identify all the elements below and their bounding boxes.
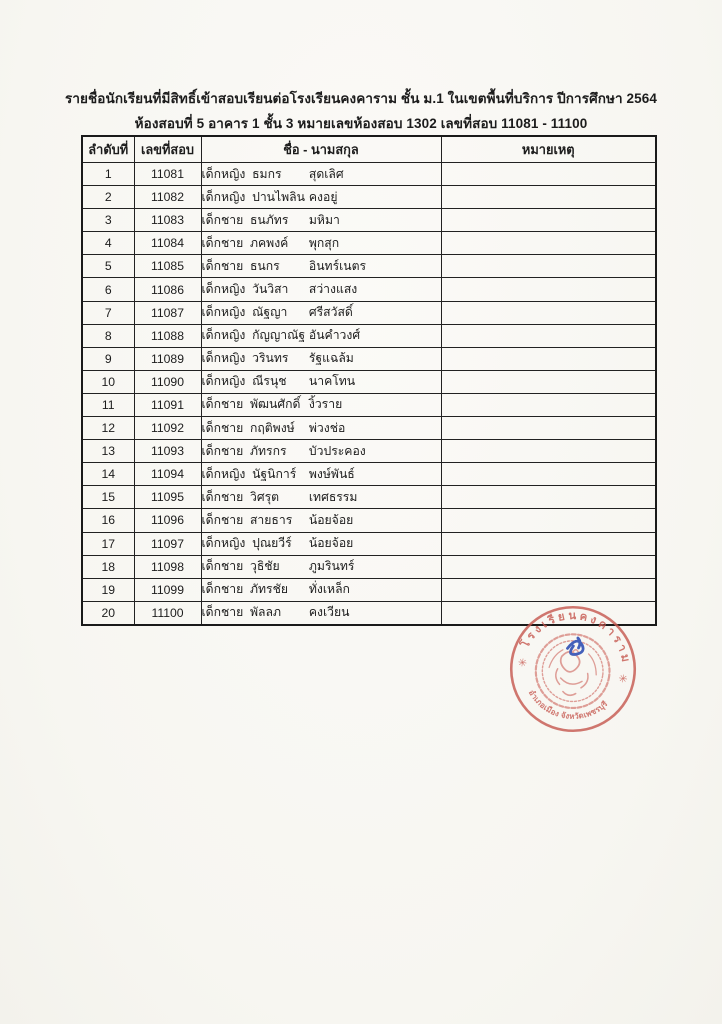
exam-number-cell: 11100	[134, 601, 201, 625]
student-name-cell	[201, 555, 441, 578]
student-given-name: เด็กหญิง ณัฐญา	[201, 305, 288, 320]
row-number-cell: 17	[82, 532, 134, 555]
exam-number-cell: 11099	[134, 578, 201, 601]
student-given-name: เด็กหญิง นัฐนิการ์	[201, 466, 297, 481]
student-name-cell	[201, 440, 441, 463]
student-surname: สว่างแสง	[308, 282, 358, 297]
student-given-name: เด็กหญิง ปุณยวีร์	[201, 536, 292, 551]
exam-number-cell: 11087	[134, 301, 201, 324]
blue-ink-mark	[567, 637, 585, 656]
header-cell-remark: หมายเหตุ	[441, 136, 656, 163]
stamp-bottom-text: อำเภอเมือง จังหวัดเพชรบุรี	[526, 688, 610, 721]
remark-cell	[441, 278, 656, 301]
exam-number-cell: 11097	[134, 532, 201, 555]
stamp-top-text: โรงเรียนคงคาราม	[519, 610, 632, 665]
remark-cell	[441, 532, 656, 555]
student-given-name: เด็กชาย พัฒนศักดิ์	[201, 397, 301, 412]
student-given-name: เด็กหญิง ปานไพลิน	[201, 189, 305, 204]
remark-cell	[441, 440, 656, 463]
student-name-cell	[201, 578, 441, 601]
remark-cell	[441, 463, 656, 486]
row-number-cell: 14	[82, 463, 134, 486]
header-cell-no: ลำดับที่	[82, 136, 134, 163]
page-title-line2: ห้องสอบที่ 5 อาคาร 1 ชั้น 3 หมายเลขห้องสอบ 1302 เลขที่สอบ 11081 - 11100	[134, 116, 588, 131]
student-name-cell	[201, 532, 441, 555]
student-surname: มหิมา	[308, 212, 340, 227]
row-number-cell: 20	[82, 601, 134, 625]
table-row	[82, 255, 656, 278]
student-given-name: เด็กชาย สายธาร	[201, 512, 293, 527]
student-given-name: เด็กชาย ภัทรชัย	[201, 582, 289, 597]
student-name-cell	[201, 232, 441, 255]
student-surname: อันคำวงศ์	[308, 328, 361, 343]
remark-cell	[441, 486, 656, 509]
student-roster-table	[81, 135, 657, 626]
table-row	[82, 324, 656, 347]
table-row	[82, 486, 656, 509]
row-number-cell: 3	[82, 209, 134, 232]
table-row	[82, 347, 656, 370]
stamp-center-emblem	[531, 629, 615, 713]
table-row	[82, 509, 656, 532]
student-name-cell	[201, 324, 441, 347]
student-name-cell	[201, 301, 441, 324]
table-row	[82, 301, 656, 324]
remark-cell	[441, 393, 656, 416]
stamp-star-left-icon: ✳	[516, 656, 528, 671]
student-given-name: เด็กชาย ภัทรกร	[201, 443, 287, 458]
remark-cell	[441, 601, 656, 625]
remark-cell	[441, 232, 656, 255]
student-surname: ทั่งเหล็ก	[308, 582, 350, 597]
student-given-name: เด็กหญิง วันวิสา	[201, 282, 289, 297]
exam-number-cell: 11081	[134, 163, 201, 186]
student-given-name: เด็กชาย กฤติพงษ์	[201, 420, 295, 435]
student-given-name: เด็กหญิง วรินทร	[201, 351, 289, 366]
student-surname: อินทร์เนตร	[308, 258, 367, 273]
row-number-cell: 13	[82, 440, 134, 463]
student-name-cell	[201, 417, 441, 440]
student-name-cell	[201, 601, 441, 625]
row-number-cell: 8	[82, 324, 134, 347]
remark-cell	[441, 347, 656, 370]
student-given-name: เด็กชาย ธนกร	[201, 258, 280, 273]
exam-number-cell: 11085	[134, 255, 201, 278]
student-surname: งิ้วราย	[308, 397, 343, 412]
remark-cell	[441, 509, 656, 532]
table-row	[82, 370, 656, 393]
student-surname: ภูมรินทร์	[308, 559, 355, 574]
row-number-cell: 1	[82, 163, 134, 186]
remark-cell	[441, 301, 656, 324]
student-surname: พุกสุก	[308, 235, 340, 250]
row-number-cell: 4	[82, 232, 134, 255]
table-row	[82, 278, 656, 301]
student-surname: นาคโทน	[308, 374, 356, 389]
student-surname: น้อยจ้อย	[308, 536, 354, 551]
remark-cell	[441, 370, 656, 393]
student-surname: สุดเลิศ	[308, 166, 344, 181]
remark-cell	[441, 186, 656, 209]
table-row	[82, 163, 656, 186]
exam-number-cell: 11088	[134, 324, 201, 347]
exam-number-cell: 11083	[134, 209, 201, 232]
table-row	[82, 555, 656, 578]
row-number-cell: 12	[82, 417, 134, 440]
student-name-cell	[201, 347, 441, 370]
student-given-name: เด็กหญิง ธมกร	[201, 166, 282, 181]
stamp-star-right-icon: ✳	[617, 672, 629, 686]
student-name-cell	[201, 255, 441, 278]
remark-cell	[441, 255, 656, 278]
student-surname: คงอยู่	[308, 189, 338, 204]
header-cell-exam: เลขที่สอบ	[134, 136, 201, 163]
student-surname: บัวประคอง	[308, 443, 366, 458]
student-name-cell	[201, 486, 441, 509]
student-given-name: เด็กชาย ภคพงค์	[201, 235, 289, 250]
student-name-cell	[201, 278, 441, 301]
student-given-name: เด็กชาย วิศรุต	[201, 489, 280, 504]
student-name-cell	[201, 509, 441, 532]
exam-number-cell: 11094	[134, 463, 201, 486]
student-surname: ศรีสวัสดิ์	[308, 305, 353, 320]
exam-number-cell: 11095	[134, 486, 201, 509]
table-row	[82, 209, 656, 232]
row-number-cell: 7	[82, 301, 134, 324]
header-cell-name: ชื่อ - นามสกุล	[201, 136, 441, 163]
row-number-cell: 5	[82, 255, 134, 278]
table-row	[82, 440, 656, 463]
student-surname: พงษ์พันธ์	[308, 466, 355, 481]
student-name-cell	[201, 393, 441, 416]
remark-cell	[441, 324, 656, 347]
student-surname: เทศธรรม	[308, 489, 358, 504]
table-row	[82, 601, 656, 625]
student-given-name: เด็กหญิง กัญญาณัฐ	[201, 328, 306, 343]
table-row	[82, 417, 656, 440]
exam-number-cell: 11082	[134, 186, 201, 209]
remark-cell	[441, 417, 656, 440]
student-surname: คงเวียน	[308, 605, 350, 620]
table-row	[82, 232, 656, 255]
remark-cell	[441, 209, 656, 232]
student-name-cell	[201, 163, 441, 186]
student-given-name: เด็กชาย ธนภัทร	[201, 212, 289, 227]
table-row	[82, 186, 656, 209]
exam-number-cell: 11089	[134, 347, 201, 370]
exam-number-cell: 11098	[134, 555, 201, 578]
exam-number-cell: 11096	[134, 509, 201, 532]
row-number-cell: 2	[82, 186, 134, 209]
student-surname: พ่วงช่อ	[308, 420, 346, 435]
table-header	[82, 136, 656, 163]
student-table-body	[82, 163, 656, 625]
row-number-cell: 16	[82, 509, 134, 532]
exam-number-cell: 11090	[134, 370, 201, 393]
exam-number-cell: 11086	[134, 278, 201, 301]
row-number-cell: 10	[82, 370, 134, 393]
document-title	[0, 86, 722, 136]
student-name-cell	[201, 186, 441, 209]
row-number-cell: 9	[82, 347, 134, 370]
table-row	[82, 532, 656, 555]
student-name-cell	[201, 463, 441, 486]
row-number-cell: 18	[82, 555, 134, 578]
student-surname: น้อยจ้อย	[308, 512, 354, 527]
student-given-name: เด็กชาย วุธิชัย	[201, 559, 280, 574]
remark-cell	[441, 555, 656, 578]
table-row	[82, 393, 656, 416]
table-row	[82, 578, 656, 601]
remark-cell	[441, 163, 656, 186]
exam-number-cell: 11093	[134, 440, 201, 463]
page-title-line1: รายชื่อนักเรียนที่มีสิทธิ์เข้าสอบเรียนต่อโรงเรียนคงคาราม ชั้น ม.1 ในเขตพื้นที่บริการ ปีการศึกษา 2564	[65, 91, 657, 106]
exam-number-cell: 11092	[134, 417, 201, 440]
row-number-cell: 19	[82, 578, 134, 601]
student-surname: รัฐแฉล้ม	[308, 351, 354, 366]
row-number-cell: 6	[82, 278, 134, 301]
exam-number-cell: 11084	[134, 232, 201, 255]
student-name-cell	[201, 209, 441, 232]
row-number-cell: 11	[82, 393, 134, 416]
remark-cell	[441, 578, 656, 601]
student-name-cell	[201, 370, 441, 393]
student-given-name: เด็กชาย พัลลภ	[201, 605, 281, 620]
student-given-name: เด็กหญิง ณีรนุช	[201, 374, 287, 389]
row-number-cell: 15	[82, 486, 134, 509]
exam-number-cell: 11091	[134, 393, 201, 416]
table-row	[82, 463, 656, 486]
